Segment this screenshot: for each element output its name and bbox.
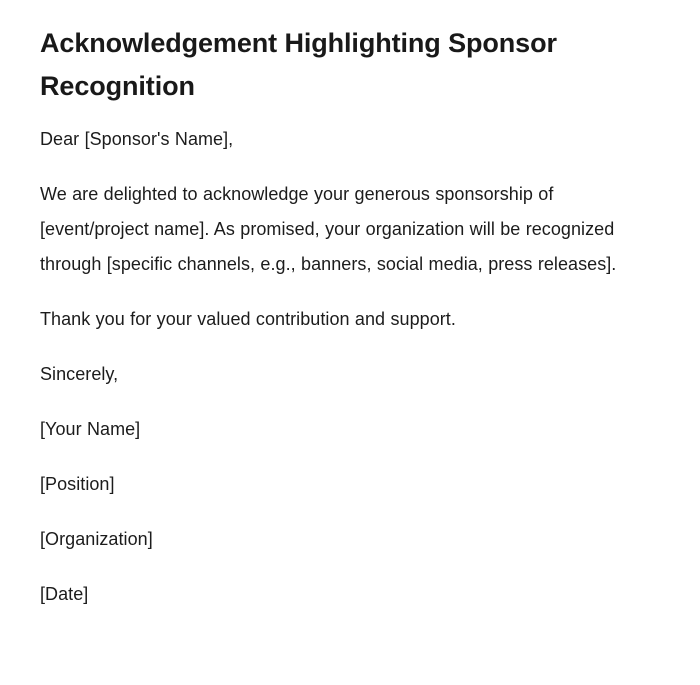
- document-body: [40, 122, 640, 612]
- salutation-paragraph: Dear [Sponsor's Name],: [40, 129, 234, 149]
- body-paragraph: We are delighted to acknowledge your generous sponsorship of [event/project name]. As promised, your organization will be recognized through [specific channels, e.g., banners, social media, press releases].: [40, 184, 617, 274]
- thanks-paragraph: Thank you for your valued contribution and support.: [40, 309, 456, 329]
- signature-name: [Your Name]: [40, 419, 141, 439]
- closing-paragraph: Sincerely,: [40, 364, 119, 384]
- signature-organization: [Organization]: [40, 529, 153, 549]
- page-title: Acknowledgement Highlighting Sponsor Recognition: [40, 28, 557, 101]
- signature-position: [Position]: [40, 474, 115, 494]
- signature-date: [Date]: [40, 584, 89, 604]
